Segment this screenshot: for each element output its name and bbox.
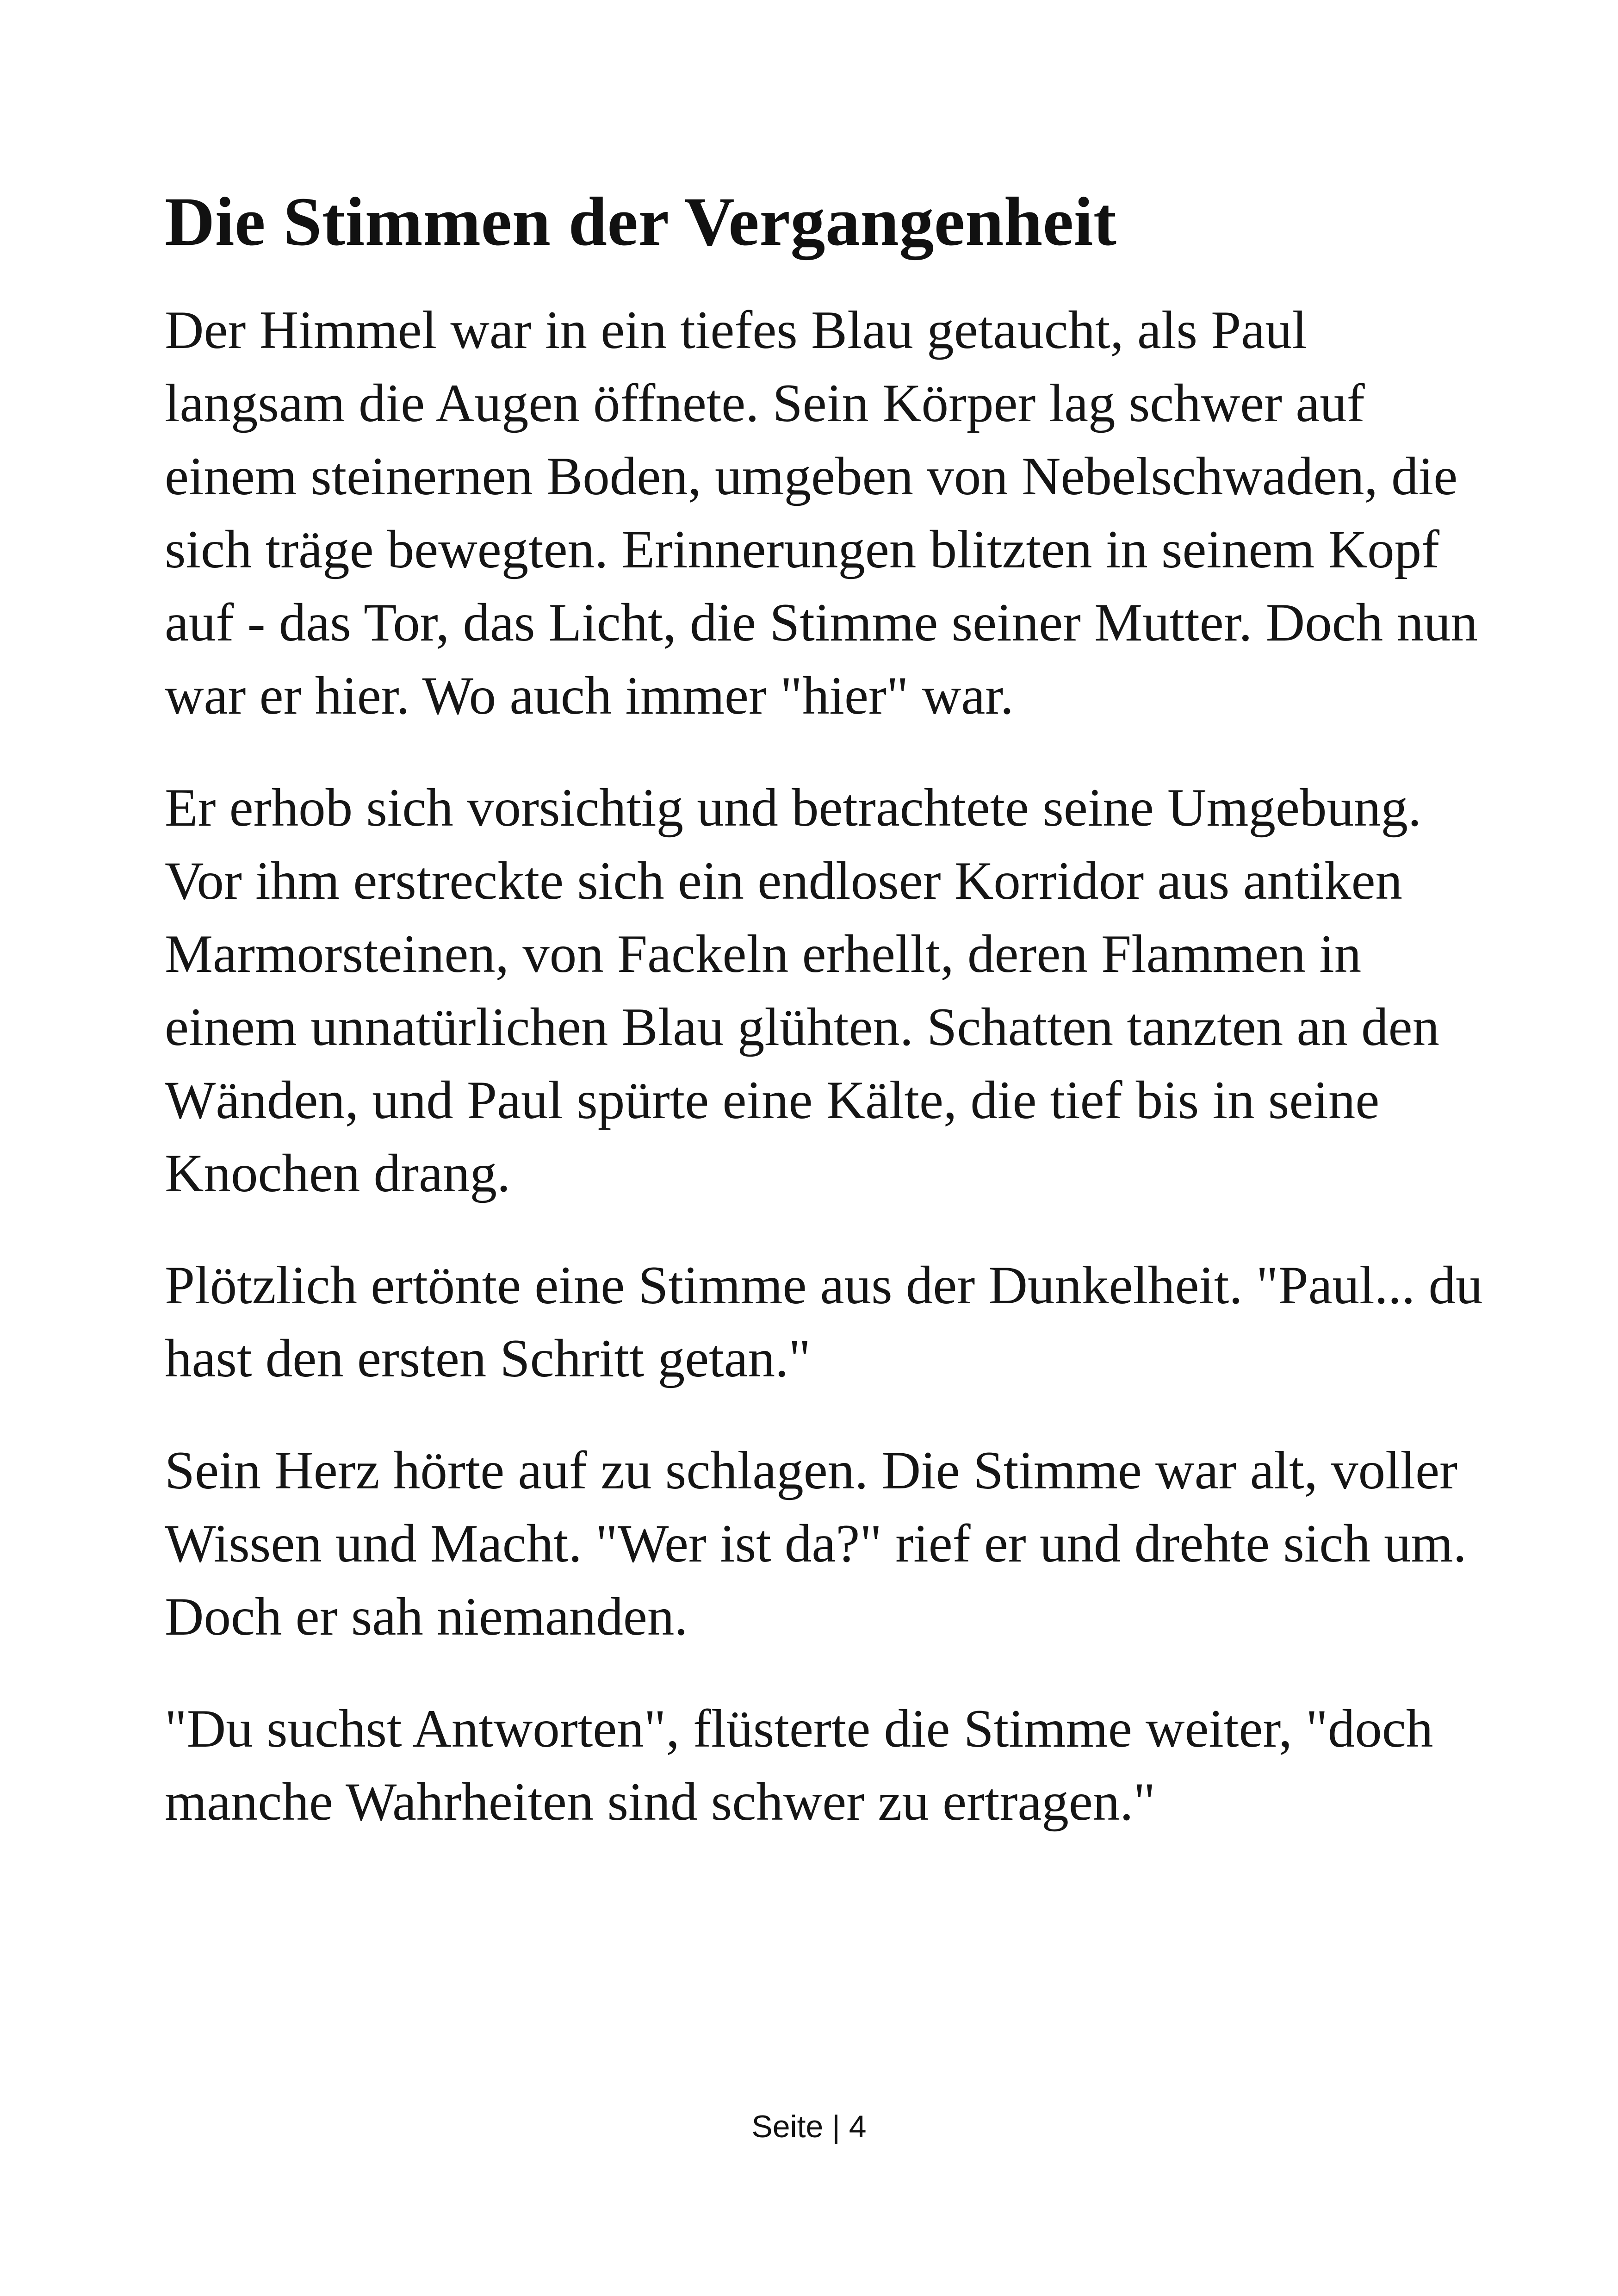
- page-footer: Seite | 4: [751, 2109, 867, 2144]
- paragraph-1: Der Himmel war in ein tiefes Blau getaucht, als Paul langsam die Augen öffnete. Sein Körper lag schwer auf einem steinernen Boden, umgeben von Nebelschwaden, die sich träge bewegten. Erinnerungen blitzten in seinem Kopf auf - das Tor, das Licht, die Stimme seiner Mutter. Doch nun war er hier. Wo auch immer "hier" war.: [165, 300, 1478, 726]
- paragraph-2: Er erhob sich vorsichtig und betrachtete seine Umgebung. Vor ihm erstreckte sich ein endloser Korridor aus antiken Marmorsteinen, von Fackeln erhellt, deren Flammen in einem unnatürlichen Blau glühten. Schatten tanzten an den Wänden, und Paul spürte eine Kälte, die tief bis in seine Knochen drang.: [165, 778, 1440, 1203]
- page-content: [165, 183, 1488, 1878]
- paragraph-3: Plötzlich ertönte eine Stimme aus der Dunkelheit. "Paul... du hast den ersten Schritt getan.": [165, 1256, 1483, 1388]
- chapter-title: Die Stimmen der Vergangenheit: [165, 183, 1117, 260]
- paragraph-4: Sein Herz hörte auf zu schlagen. Die Stimme war alt, voller Wissen und Macht. "Wer ist da?" rief er und drehte sich um. Doch er sah niemanden.: [165, 1441, 1467, 1647]
- paragraph-5: "Du suchst Antworten", flüsterte die Stimme weiter, "doch manche Wahrheiten sind schwer zu ertragen.": [165, 1699, 1433, 1832]
